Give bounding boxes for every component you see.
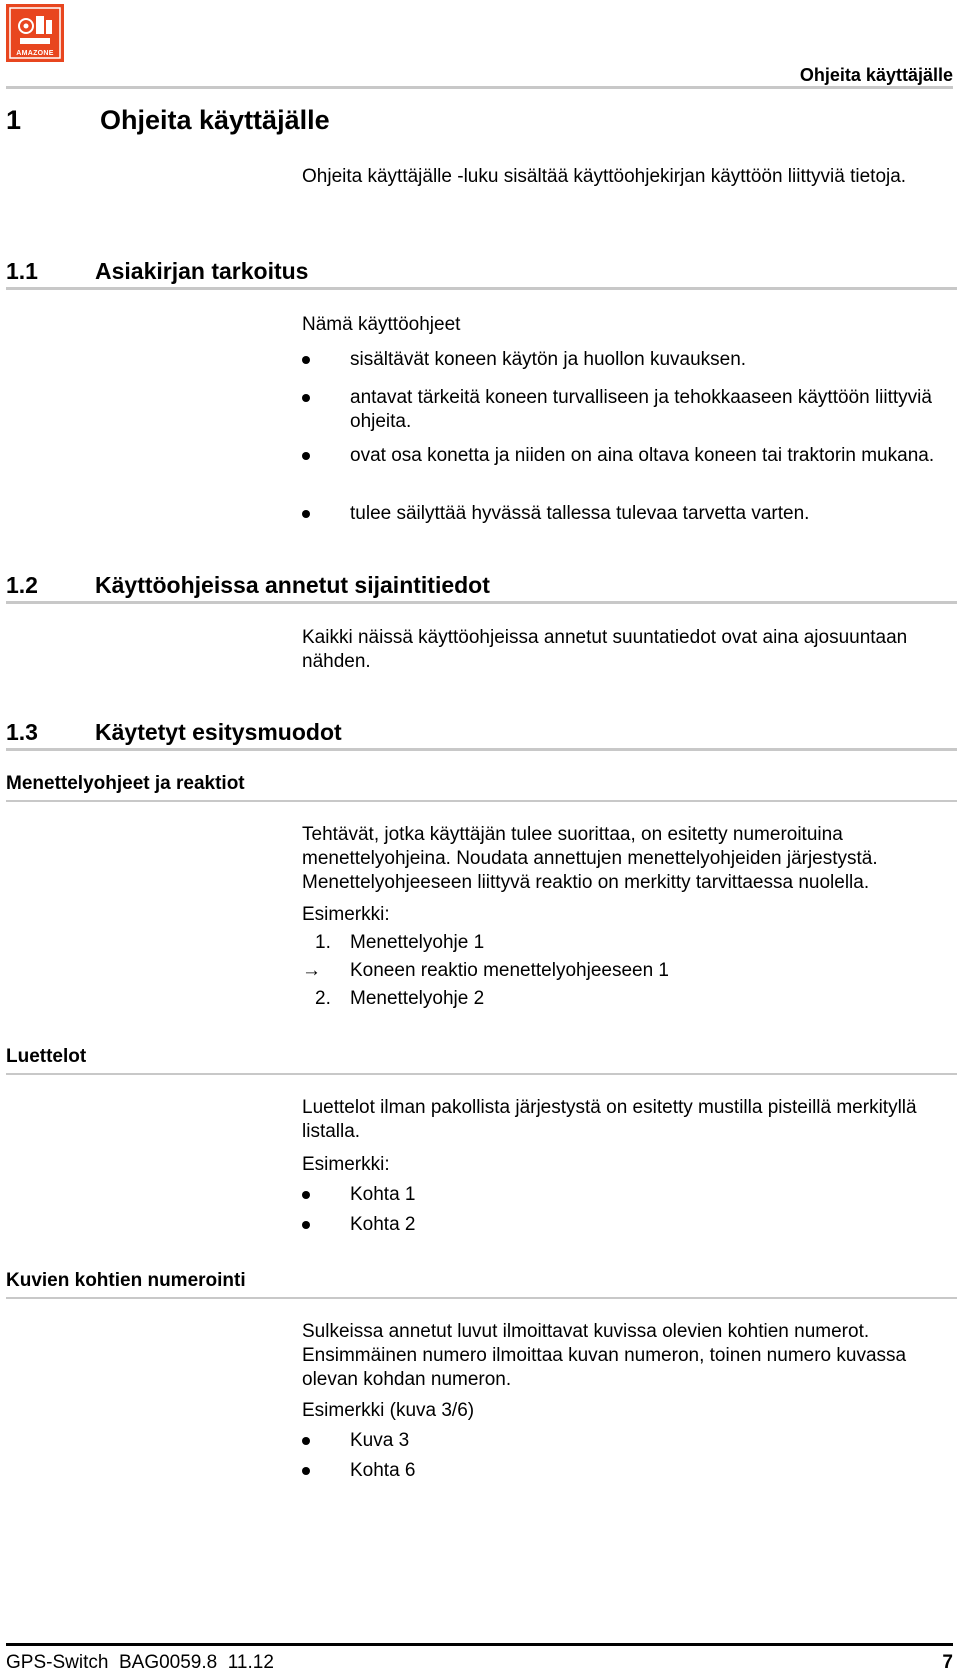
bullet-icon	[302, 1437, 310, 1445]
lists-text: Luettelot ilman pakollista järjestystä on esitetty mustilla pisteillä merkityllä listalla.	[302, 1097, 917, 1142]
figure-numbering-divider	[6, 1297, 957, 1299]
footer-document-id: GPS-Switch BAG0059.8 11.12	[6, 1652, 274, 1673]
step-text: Menettelyohje 2	[350, 988, 485, 1009]
logo-wordmark: AMAZONE	[16, 50, 54, 57]
procedures-text: Tehtävät, jotka käyttäjän tulee suorittaa, on esitetty numeroituina menettelyohjeina. Noudata annettujen menettelyohjeiden järjestystä. Menettelyohjeeseen liittyvä reaktio on merkitty tarvittaessa nuolella.	[302, 824, 878, 893]
section-1-2-title: Käyttöohjeissa annetut sijaintitiedot	[95, 572, 490, 598]
section-1-3-number: 1.3	[6, 719, 38, 745]
running-header-title: Ohjeita käyttäjälle	[799, 65, 953, 85]
procedures-example-label: Esimerkki:	[302, 904, 390, 925]
figure-numbering-heading: Kuvien kohtien numerointi	[6, 1270, 246, 1291]
reaction-arrow-icon: →	[302, 960, 321, 981]
lists-divider	[6, 1073, 957, 1075]
step-text: Koneen reaktio menettelyohjeeseen 1	[350, 960, 670, 981]
lists-example-label: Esimerkki:	[302, 1154, 390, 1175]
chapter-title: Ohjeita käyttäjälle	[100, 105, 330, 135]
lists-heading: Luettelot	[6, 1046, 87, 1067]
bullet-icon	[302, 510, 310, 518]
list-item: Kuva 3	[350, 1430, 410, 1451]
section-1-2-number: 1.2	[6, 572, 38, 598]
chapter-number: 1	[6, 105, 22, 135]
bullet-icon	[302, 1191, 310, 1199]
section-1-2-text: Kaikki näissä käyttöohjeissa annetut suuntatiedot ovat aina ajosuuntaan nähden.	[302, 627, 908, 672]
page-number: 7	[942, 1652, 953, 1673]
list-item: sisältävät koneen käytön ja huollon kuvauksen.	[350, 349, 747, 370]
bullet-icon	[302, 452, 310, 460]
footer-divider	[6, 1643, 953, 1646]
figure-example-label: Esimerkki (kuva 3/6)	[302, 1400, 475, 1421]
section-1-3-divider	[6, 748, 957, 751]
procedures-heading: Menettelyohjeet ja reaktiot	[6, 773, 245, 794]
procedures-divider	[6, 800, 957, 802]
list-item: Kohta 6	[350, 1460, 416, 1481]
list-item: Kohta 2	[350, 1214, 416, 1235]
list-item: tulee säilyttää hyvässä tallessa tulevaa tarvetta varten.	[350, 503, 810, 524]
amazone-logo	[6, 4, 64, 62]
step-text: Menettelyohje 1	[350, 932, 485, 953]
section-1-1-number: 1.1	[6, 258, 38, 284]
list-item: antavat tärkeitä koneen turvalliseen ja tehokkaaseen käyttöön liittyviä ohjeita.	[350, 387, 932, 432]
header-divider	[6, 86, 953, 89]
step-marker: 1.	[315, 932, 331, 953]
section-1-3-title: Käytetyt esitysmuodot	[95, 719, 342, 745]
figure-numbering-text: Sulkeissa annetut luvut ilmoittavat kuvissa olevien kohtien numerot. Ensimmäinen numero ilmoittaa kuvan numeron, toinen numero kuvassa olevan kohdan numeron.	[302, 1321, 907, 1390]
list-item: ovat osa konetta ja niiden on aina oltava koneen tai traktorin mukana.	[350, 445, 935, 466]
bullet-icon	[302, 394, 310, 402]
list-item: Kohta 1	[350, 1184, 416, 1205]
chapter-intro: Ohjeita käyttäjälle -luku sisältää käyttöohjekirjan käyttöön liittyviä tietoja.	[302, 166, 907, 187]
section-1-2-divider	[6, 601, 957, 604]
section-1-1-title: Asiakirjan tarkoitus	[95, 258, 309, 284]
bullet-icon	[302, 1221, 310, 1229]
step-marker: 2.	[315, 988, 331, 1009]
bullet-icon	[302, 1467, 310, 1475]
section-1-1-divider	[6, 287, 957, 290]
bullet-icon	[302, 356, 310, 364]
section-1-1-intro: Nämä käyttöohjeet	[302, 314, 461, 335]
